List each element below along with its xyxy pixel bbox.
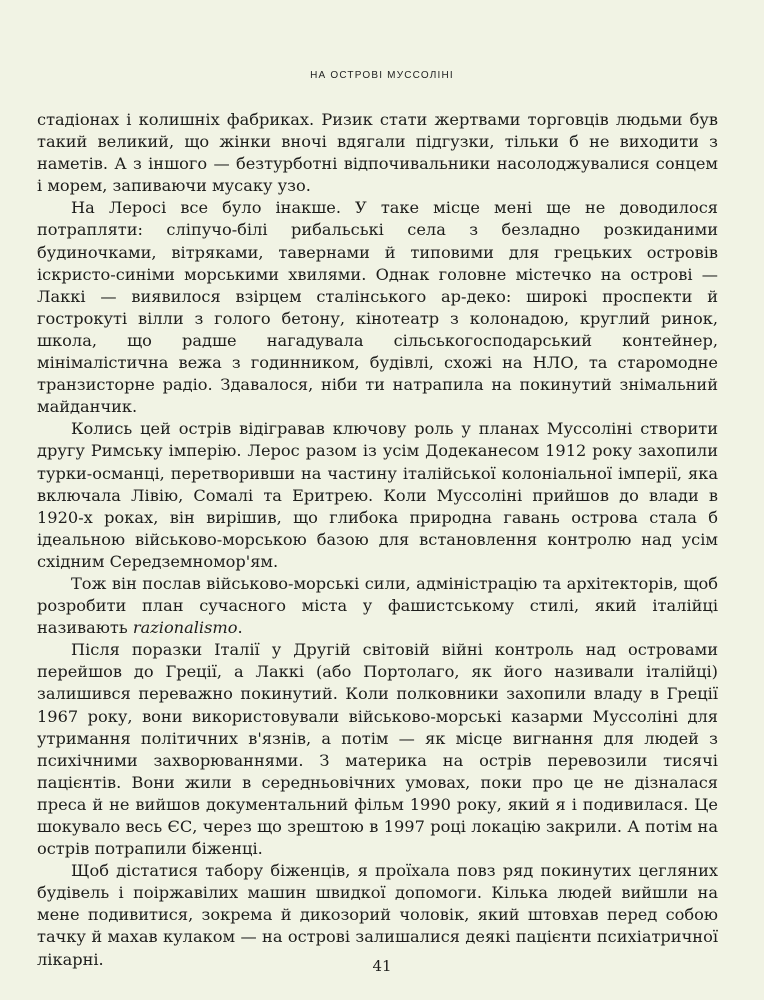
page-number: 41: [372, 957, 392, 975]
body-text: [37, 109, 718, 971]
paragraph-2: На Леросі все було інакше. У таке місце мені ще не доводилося потрапляти: сліпучо-білі рибальські села з безладно розкиданими будиночками, вітряками, тавернами й типовими для грецьких островів іскристо-синіми морськими хвилями. Однак головне містечко на острові — Лаккі — виявилося взірцем сталінського ар-деко: широкі проспекти й гострокуті вілли з голого бетону, кінотеатр з колонадою, круглий ринок, школа, що радше нагадувала сільськогосподарський контейнер, мінімалістична вежа з годинником, будівлі, схожі на НЛО, та старомодне транзисторне радіо. Здавалося, ніби ти натрапила на покинутий знімальний майданчик.: [37, 198, 718, 417]
paragraph-5: Після поразки Італії у Другій світовій війні контроль над островами перейшов до Греції, а Лаккі (або Портолаго, як його називали італійці) залишився переважно покинутий. Коли полковники захопили владу в Греції 1967 року, вони використовували військово-морські казарми Муссоліні для утримання політичних в'язнів, а потім — як місце вигнання для людей з психічними захворюваннями. З материка на острів перевозили тисячі пацієнтів. Вони жили в середньовічних умовах, поки про це не дізналася преса й не вийшов документальний фільм 1990 року, який я і подивилася. Це шокувало весь ЄС, через що зрештою в 1997 році локацію закрили. А потім на острів потрапили біженці.: [37, 640, 718, 859]
paragraph-6: Щоб дістатися табору біженців, я проїхала повз ряд покинутих цегляних будівель і поіржавілих машин швидкої допомоги. Кілька людей вийшли на мене подивитися, зокрема й дикозорий чоловік, який штовхав перед собою тачку й махав кулаком — на острові залишалися деякі пацієнти психіатричної лікарні.: [37, 861, 718, 969]
italic-term: razionalismo: [132, 618, 238, 638]
running-head: НА ОСТРОВІ МУССОЛІНІ: [310, 70, 454, 81]
paragraph-4: [37, 573, 718, 639]
paragraph-1: стадіонах і колишніх фабриках. Ризик стати жертвами торговців людьми був такий великий, що жінки вночі вдягали підгузки, тільки б не виходити з наметів. А з іншого — безтурботні відпочивальники насолоджувалися сонцем і морем, запиваючи мусаку узо.: [37, 110, 718, 196]
paragraph-4-end: .: [237, 618, 243, 638]
paragraph-4-text: Тож він послав військово-морські сили, адміністрацію та архітекторів, щоб розробити план сучасного міста у фашистському стилі, який італійці називають: [37, 573, 718, 638]
paragraph-3: Колись цей острів відігравав ключову роль у планах Муссоліні створити другу Римську імперію. Лерос разом із усім Додеканесом 1912 року захопили турки-османці, перетворивши на частину італійської колоніальної імперії, яка включала Лівію, Сомалі та Еритрею. Коли Муссоліні прийшов до влади в 1920-х роках, він вирішив, що глибока природна гавань острова стала б ідеальною військово-морською базою для встановлення контролю над усім східним Середземномор'ям.: [37, 419, 718, 571]
